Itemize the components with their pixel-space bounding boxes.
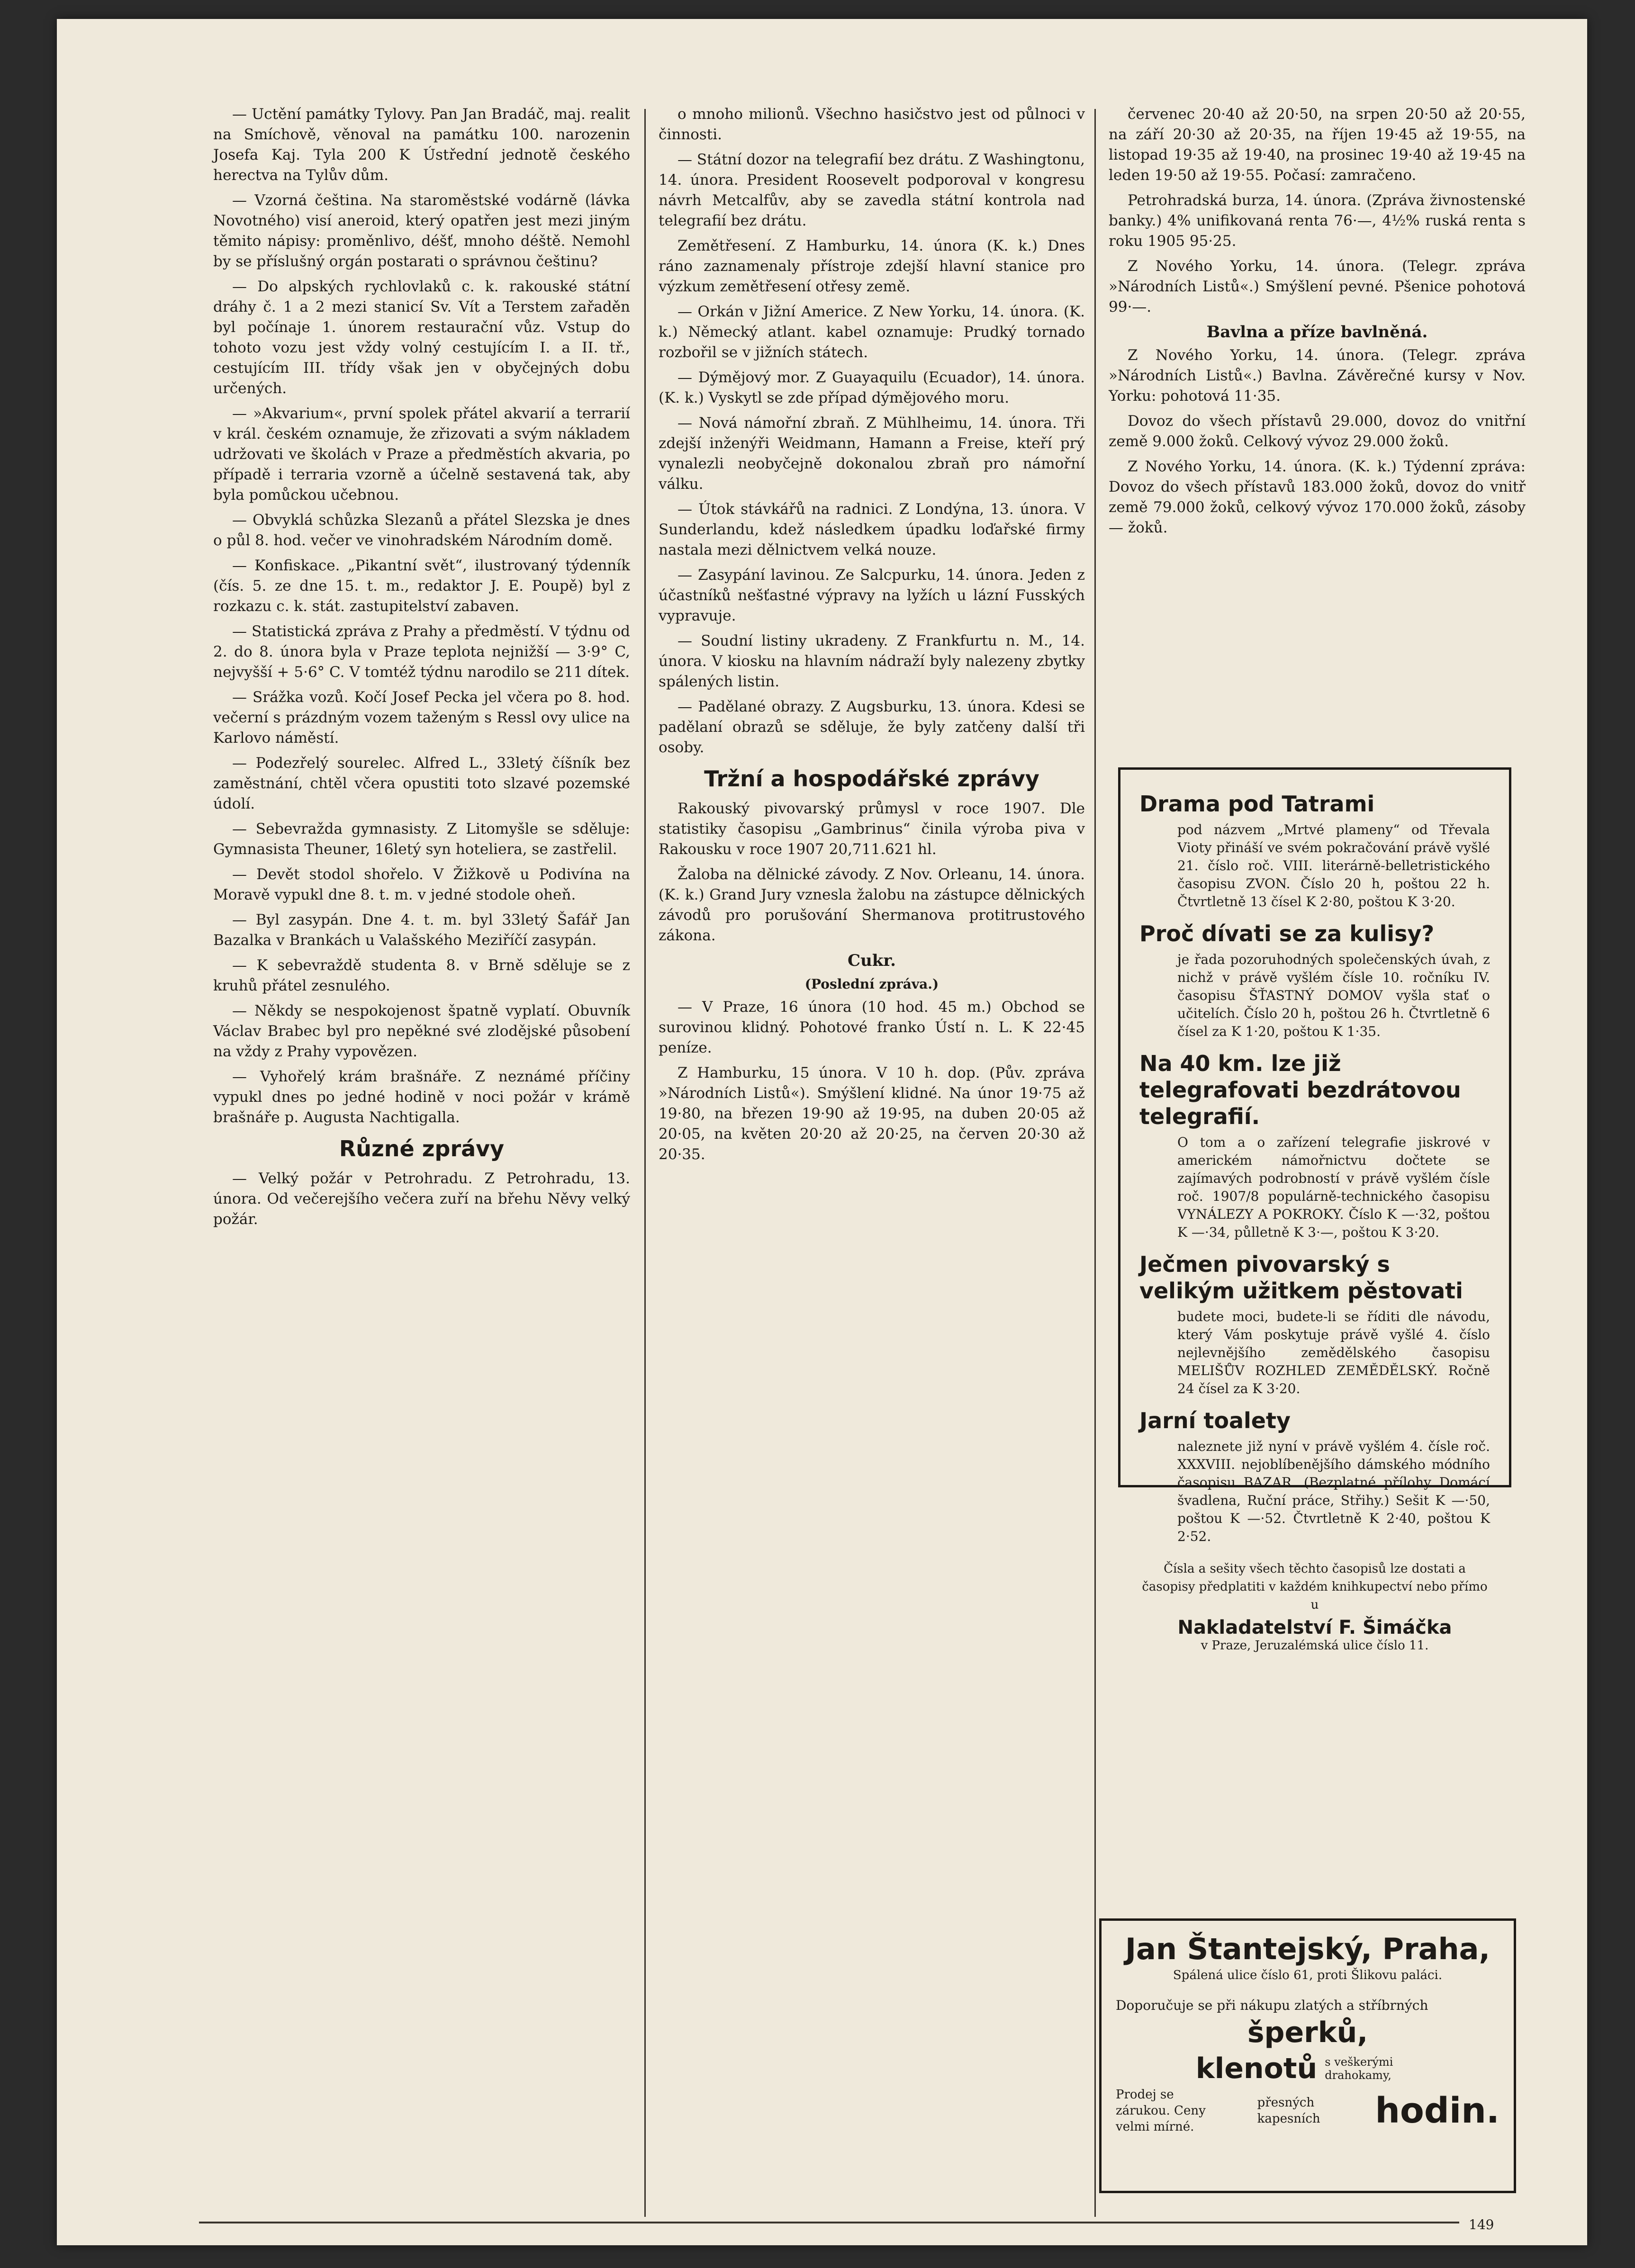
article: — Orkán v Jižní Americe. Z New Yorku, 14. února. (K. k.) Německý atlant. kabel oznamuje: Prudký tornado rozbořil se v jižních státech.: [659, 303, 1085, 361]
article: Žaloba na dělnické závody. Z Nov. Orleanu, 14. února. (K. k.) Grand Jury vznesla žalobu na zástupce dělnických závodů pro porušování Shermanova protitrustového zákona.: [659, 866, 1085, 944]
ad-text: pod názvem „Mrtvé plameny“ od Třevala Vioty přináší ve svém pokračování právě vyšlé 21. číslo roč. VIII. literárně-belletristického časopisu ZVON. Číslo 20 h, poštou 22 h. Čtvrtletně 13 čísel K 2·80, poštou K 3·20.: [1177, 822, 1490, 909]
jeweller-drahokamy: s veškerými drahokamy,: [1325, 2055, 1393, 2082]
cotton-title: Bavlna a příze bavlněná.: [1206, 323, 1428, 342]
article: — Do alpských rychlovlaků c. k. rakouské státní dráhy č. 1 a 2 mezi stanicí Sv. Vít a Terstem zařaděn byl počínaje 1. únorem restaurační vůz. Vstup do tohoto vozu jest vždy volný cestujícím I. a II. tř., cestujícím III. třídy však jen v obyčejných dobu určených.: [213, 278, 630, 397]
article: — Srážka vozů. Kočí Josef Pecka jel včera po 8. hod. večerní s prázdným vozem taženým s Ressl ovy ulice na Karlovo náměstí.: [213, 689, 630, 747]
ad-heading: Jarní toalety: [1139, 1408, 1291, 1433]
article: — Uctění památky Tylovy. Pan Jan Bradáč, maj. realit na Smíchově, věnoval na památku 100. narozenin Josefa Kaj. Tyla 200 K Ústřední jednotě českého herectva na Tylův dům.: [213, 106, 630, 184]
article: — »Akvarium«, první spolek přátel akvarií a terrarií v král. českém oznamuje, že zřizovati a svým nákladem udržovati ve školách v Praze a předměstích akvaria, po případě i terraria vzorně a účelně sestavená tak, aby byla pomůckou učebnou.: [213, 405, 630, 504]
article: červenec 20·40 až 20·50, na srpen 20·50 až 20·55, na září 20·30 až 20·35, na říjen 19·45 až 19·55, na listopad 19·35 až 19·40, na prosinec 19·40 až 19·45 na leden 19·50 až 19·55. Počasí: zamračeno.: [1109, 106, 1526, 184]
article: Z Nového Yorku, 14. února. (K. k.) Týdenní zpráva: Dovoz do všech přístavů 183.000 žoků, dovoz do vnitř země 79.000 žoků, celkový vývoz 170.000 žoků, zásoby — žoků.: [1109, 458, 1526, 536]
newspaper-page: [57, 19, 1587, 2245]
article: — Devět stodol shořelo. V Žižkově u Podivína na Moravě vypukl dne 8. t. m. v jedné stodole oheň.: [213, 866, 630, 903]
jeweller-sale: Prodej se zárukou. Ceny velmi mírné.: [1116, 2088, 1206, 2134]
article: — Sebevražda gymnasisty. Z Litomyšle se sděluje: Gymnasista Theuner, 16letý syn hoteliera, se zastřelil.: [213, 820, 630, 858]
jeweller-sperku: šperků,: [1247, 2016, 1368, 2049]
article: — Vzorná čeština. Na staroměstské vodárně (lávka Novotného) visí aneroid, který opatřen jest mezi jiným těmito nápisy: proměnlivo, déšť, mnoho déště. Nemohl by se příslušný orgán postarati o správnou češtinu?: [213, 192, 630, 270]
article: Dovoz do všech přístavů 29.000, dovoz do vnitřní země 9.000 žoků. Celkový vývoz 29.000 žoků.: [1109, 413, 1526, 450]
article: — Dýmějový mor. Z Guayaquilu (Ecuador), 14. února. (K. k.) Vyskytl se zde případ dýmějového moru.: [659, 369, 1085, 406]
article: — K sebevraždě studenta 8. v Brně sděluje se z kruhů přátel zesnulého.: [213, 957, 630, 994]
article: Petrohradská burza, 14. února. (Zpráva živnostenské banky.) 4% unifikovaná renta 76·—, 4½% ruská renta s roku 1905 95·25.: [1109, 192, 1526, 250]
article: — Soudní listiny ukradeny. Z Frankfurtu n. M., 14. února. V kiosku na hlavním nádraží byly nalezeny zbytky spálených listin.: [659, 632, 1085, 690]
sugar-title: Cukr.: [848, 951, 896, 970]
article: — Statistická zpráva z Prahy a předměstí. V týdnu od 2. do 8. února byla v Praze teplota nejnižší — 3·9° C, nejvyšší + 5·6° C. V tomtéž týdnu narodilo se 211 dítek.: [213, 623, 630, 681]
section-title-trzni-zpravy: Tržní a hospodářské zprávy: [704, 766, 1039, 792]
section-title-ruzne-zpravy: Různé zprávy: [339, 1136, 505, 1161]
article: — Konfiskace. „Pikantní svět“, ilustrovaný týdenník (čís. 5. ze dne 15. t. m., redaktor J. E. Poupě) byl z rozkazu c. k. stát. zastupitelství zabaven.: [213, 557, 630, 615]
article: — Padělané obrazy. Z Augsburku, 13. února. Kdesi se padělaní obrazů se sděluje, že byly zatčeny další tři osoby.: [659, 698, 1085, 756]
column-right: [1109, 104, 1526, 543]
jeweller-hodin: hodin.: [1375, 2090, 1500, 2131]
jeweller-name: Jan Štantejský, Praha,: [1125, 1932, 1490, 1966]
article: Z Nového Yorku, 14. února. (Telegr. zpráva »Národních Listů«.) Smýšlení pevné. Pšenice pohotová 99·—.: [1109, 258, 1526, 315]
article: — Státní dozor na telegrafií bez drátu. Z Washingtonu, 14. února. President Roosevelt podporoval v kongresu návrh Metcalfův, aby se zavedla státní kontrola nad telegrafií bez drátu.: [659, 151, 1085, 229]
article: — Někdy se nespokojenost špatně vyplatí. Obuvník Václav Brabec byl pro nepěkné své zlodějské působení na vždy z Prahy vypovězen.: [213, 1002, 630, 1060]
sugar-subtitle: (Poslední zpráva.): [804, 976, 939, 992]
ad-footer: Čísla a sešity všech těchto časopisů lze dostati a časopisy předplatiti v každém knihkupectví nebo přímo u: [1142, 1562, 1488, 1612]
article: — Vyhořelý krám brašnáře. Z neznámé příčiny vypukl dnes po jedné hodině v noci požár v krámě brašnáře p. Augusta Nachtigalla.: [213, 1068, 630, 1126]
ad-heading: Proč dívati se za kulisy?: [1139, 921, 1435, 946]
column-rule: [644, 109, 646, 2217]
page-number: 149: [1469, 2217, 1494, 2232]
article: o mnoho milionů. Všechno hasičstvo jest od půlnoci v činnosti.: [659, 106, 1085, 143]
ad-text: budete moci, budete-li se říditi dle návodu, který Vám poskytuje právě vyšlé 4. číslo nejlevnějšího zemědělského časopisu MELIŠŮV ROZHLED ZEMĚDĚLSKÝ. Ročně 24 čísel za K 3·20.: [1177, 1309, 1490, 1396]
article: Z Nového Yorku, 14. února. (Telegr. zpráva »Národních Listů«.) Bavlna. Závěrečné kursy v Nov. Yorku: pohotová 11·35.: [1109, 347, 1526, 405]
advertisement-simacek: [1118, 767, 1511, 1653]
ad-publisher: Nakladatelství F. Šimáčka: [1177, 1617, 1452, 1638]
ad-text: je řada pozoruhodných společenských úvah, z nichž v právě vyšlém čísle 10. ročníku IV. časopisu ŠŤASTNÝ DOMOV vyšla stať o učitelích. Číslo 20 h, poštou 26 h. Čtvrtletně 6 čísel za K 1·20, poštou K 1·35.: [1177, 952, 1490, 1039]
ad-text: naleznete již nyní v právě vyšlém 4. čísle roč. XXXVIII. nejoblíbenějšího dámského módního časopisu BAZAR. (Bezplatné přílohy Domácí švadlena, Ruční práce, Střihy.) Sešit K —·50, poštou K —·52. Čtvrtletně K 2·40, poštou K 2·52.: [1177, 1439, 1490, 1544]
bottom-rule: [199, 2222, 1459, 2223]
jeweller-klenotu: klenotů: [1195, 2052, 1318, 2085]
article: — V Praze, 16 února (10 hod. 45 m.) Obchod se surovinou klidný. Pohotové franko Ústí n. L. K 22·45 peníze.: [659, 999, 1085, 1056]
ad-text: O tom a o zařízení telegrafie jiskrové v americkém námořnictvu dočtete se zajímavých podrobností v právě vyšlém čísle roč. 1907/8 populárně-technického časopisu VYNÁLEZY A POKROKY. Číslo K —·32, poštou K —·34, půlletně K 3·—, poštou K 3·20.: [1177, 1134, 1490, 1240]
advertisement-jeweller: [1099, 1918, 1516, 2193]
article: Rakouský pivovarský průmysl v roce 1907. Dle statistiky časopisu „Gambrinus“ činila výroba piva v Rakousku v roce 1907 20,711.621 hl.: [659, 800, 1085, 858]
article: — Velký požár v Petrohradu. Z Petrohradu, 13. února. Od večerejšího večera zuří na břehu Něvy velký požár.: [213, 1170, 630, 1228]
column-middle: [659, 104, 1085, 1170]
article: — Nová námořní zbraň. Z Mühlheimu, 14. února. Tři zdejší inženýři Weidmann, Hamann a Freise, kteří prý vynalezli neobyčejně dokonalou zbraň pro námořní válku.: [659, 414, 1085, 493]
article: — Obvyklá schůzka Slezanů a přátel Slezska je dnes o půl 8. hod. večer ve vinohradském Národním domě.: [213, 512, 630, 549]
article: — Podezřelý sourelec. Alfred L., 33letý číšník bez zaměstnání, chtěl včera opustiti toto slzavé pozemské údolí.: [213, 755, 630, 812]
article: — Zasypání lavinou. Ze Salcpurku, 14. února. Jeden z účastníků nešťastné výpravy na lyžích u lázní Fusských vypravuje.: [659, 567, 1085, 624]
article: Zemětřesení. Z Hamburku, 14. února (K. k.) Dnes ráno zaznamenaly přístroje zdejší hlavní stanice pro výzkum zemětřesení otřesy země.: [659, 237, 1085, 295]
ad-heading: Drama pod Tatrami: [1139, 791, 1375, 817]
article: Z Hamburku, 15 února. V 10 h. dop. (Pův. zpráva »Národních Listů«). Smýšlení klidné. Na únor 19·75 až 19·80, na březen 19·90 až 19·95, na duben 20·05 až 20·05, na květen 20·20 až 20·25, na červen 20·30 až 20·35.: [659, 1064, 1085, 1163]
ad-heading: Ječmen pivovarský s velikým užitkem pěstovati: [1139, 1251, 1463, 1304]
jeweller-address: Spálená ulice číslo 61, proti Šlikovu paláci.: [1173, 1968, 1443, 1982]
jeweller-recommend: Doporučuje se při nákupu zlatých a stříbrných: [1116, 1998, 1428, 2013]
ad-address: v Praze, Jeruzalémská ulice číslo 11.: [1201, 1638, 1429, 1653]
column-rule: [1094, 109, 1096, 2217]
jeweller-watches-label: přesných kapesních: [1257, 2096, 1320, 2126]
article: — Byl zasypán. Dne 4. t. m. byl 33letý Šafář Jan Bazalka v Brankách u Valašského Meziříčí zasypán.: [213, 911, 630, 949]
ad-heading: Na 40 km. lze již telegrafovati bezdrátovou telegrafií.: [1139, 1051, 1461, 1129]
column-left: [213, 104, 630, 1234]
article: — Útok stávkářů na radnici. Z Londýna, 13. února. V Sunderlandu, kdež následkem úpadku loďařské firmy nastala mezi dělnictvem velká nouze.: [659, 501, 1085, 558]
